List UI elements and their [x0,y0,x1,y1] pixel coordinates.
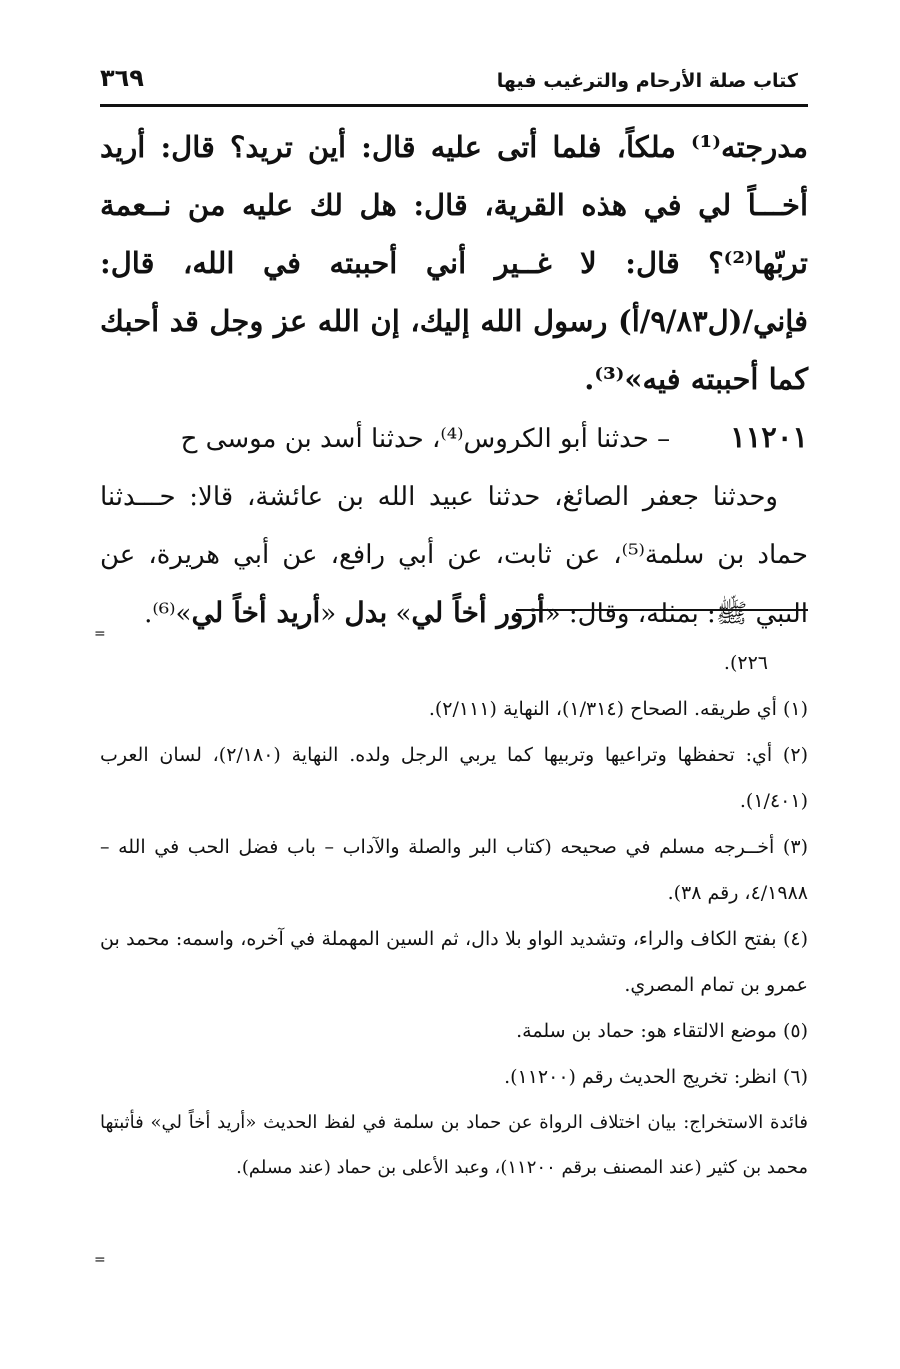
hadith-phrase-2: أريد أخاً لي [191,596,321,629]
footnotes [100,640,808,1190]
footnote-2: (٢) أي: تحفظها وتراعيها وتربيها كما يربي الرجل ولده. النهاية (٢/١٨٠)، لسان العرب (١/٤٠١). [100,744,808,812]
header-rule [100,104,808,107]
hadith-quote-open: « [320,599,345,629]
footnote-marker-top: = [94,626,106,642]
hadith-end: »⁽⁶⁾. [144,599,192,629]
footnote-3: (٣) أخــرجه مسلم في صحيحه (كتاب البر والصلة والآداب – باب فضل الحب في الله – ٤/١٩٨٨، رقم ٣٨). [100,836,808,904]
faida-note: فائدة الاستخراج: بيان اختلاف الرواة عن حماد بن سلمة في لفظ الحديث «أريد أخاً لي» فأثبتها محمد بن كثير (عند المصنف برقم ١١٢٠٠)، وعبد الأعلى بن حماد (عند مسلم). [100,1112,808,1178]
hadith-word-badal: بدل [344,596,388,629]
hadith-quote-close: » [387,599,412,629]
footnote-4: (٤) بفتح الكاف والراء، وتشديد الواو بلا دال، ثم السين المهملة في آخره، واسمه: محمد بن عمرو بن تمام المصري. [100,928,808,996]
hadith-isnad-line1: – حدثنا أبو الكروس⁽⁴⁾، حدثنا أسد بن موسى ح [180,424,671,454]
footnote-5: (٥) موضع الالتقاء هو: حماد بن سلمة. [516,1020,808,1042]
hadith-continuation-paragraph: مدرجته⁽¹⁾ ملكاً، فلما أتى عليه قال: أين تريد؟ قال: أريد أخـــاً لي في هذه القرية، قال: هل لك عليه من نــعمة تربّها⁽²⁾؟ قال: لا غــير أني أحببته في الله، قال: فإني/(ل٩/٨٣/أ) رسول الله إليك، إن الله عز وجل قد أحبك كما أحببته فيه»⁽³⁾. [100,130,808,396]
page-number: ٣٦٩ [100,64,144,92]
hadith-number: ١١٢٠١ [730,420,808,454]
footnote-1: (١) أي طريقه. الصحاح (١/٣١٤)، النهاية (٢/١١١). [428,698,808,720]
footnote-continuation: ٢٢٦). [723,652,768,674]
footnote-6: (٦) انظر: تخريج الحديث رقم (١١٢٠٠). [504,1066,808,1088]
running-header [100,64,808,102]
hadith-phrase-1: أزور أخاً لي [411,596,545,629]
header-title: كتاب صلة الأرحام والترغيب فيها [496,70,798,92]
hadith-isnad-line2: وحدثنا جعفر الصائغ، حدثنا عبيد الله بن عائشة، قالا: حـــدثنا حماد بن سلمة⁽⁵⁾، عن ثابت، عن أبي رافع، عن أبي هريرة، عن النبي ﷺ: بمثله، وقال: « [100,482,808,629]
main-text [100,118,808,643]
footnote-separator [516,609,808,611]
footnote-marker-bottom: = [94,1252,106,1268]
hadith-paragraph [100,408,808,643]
